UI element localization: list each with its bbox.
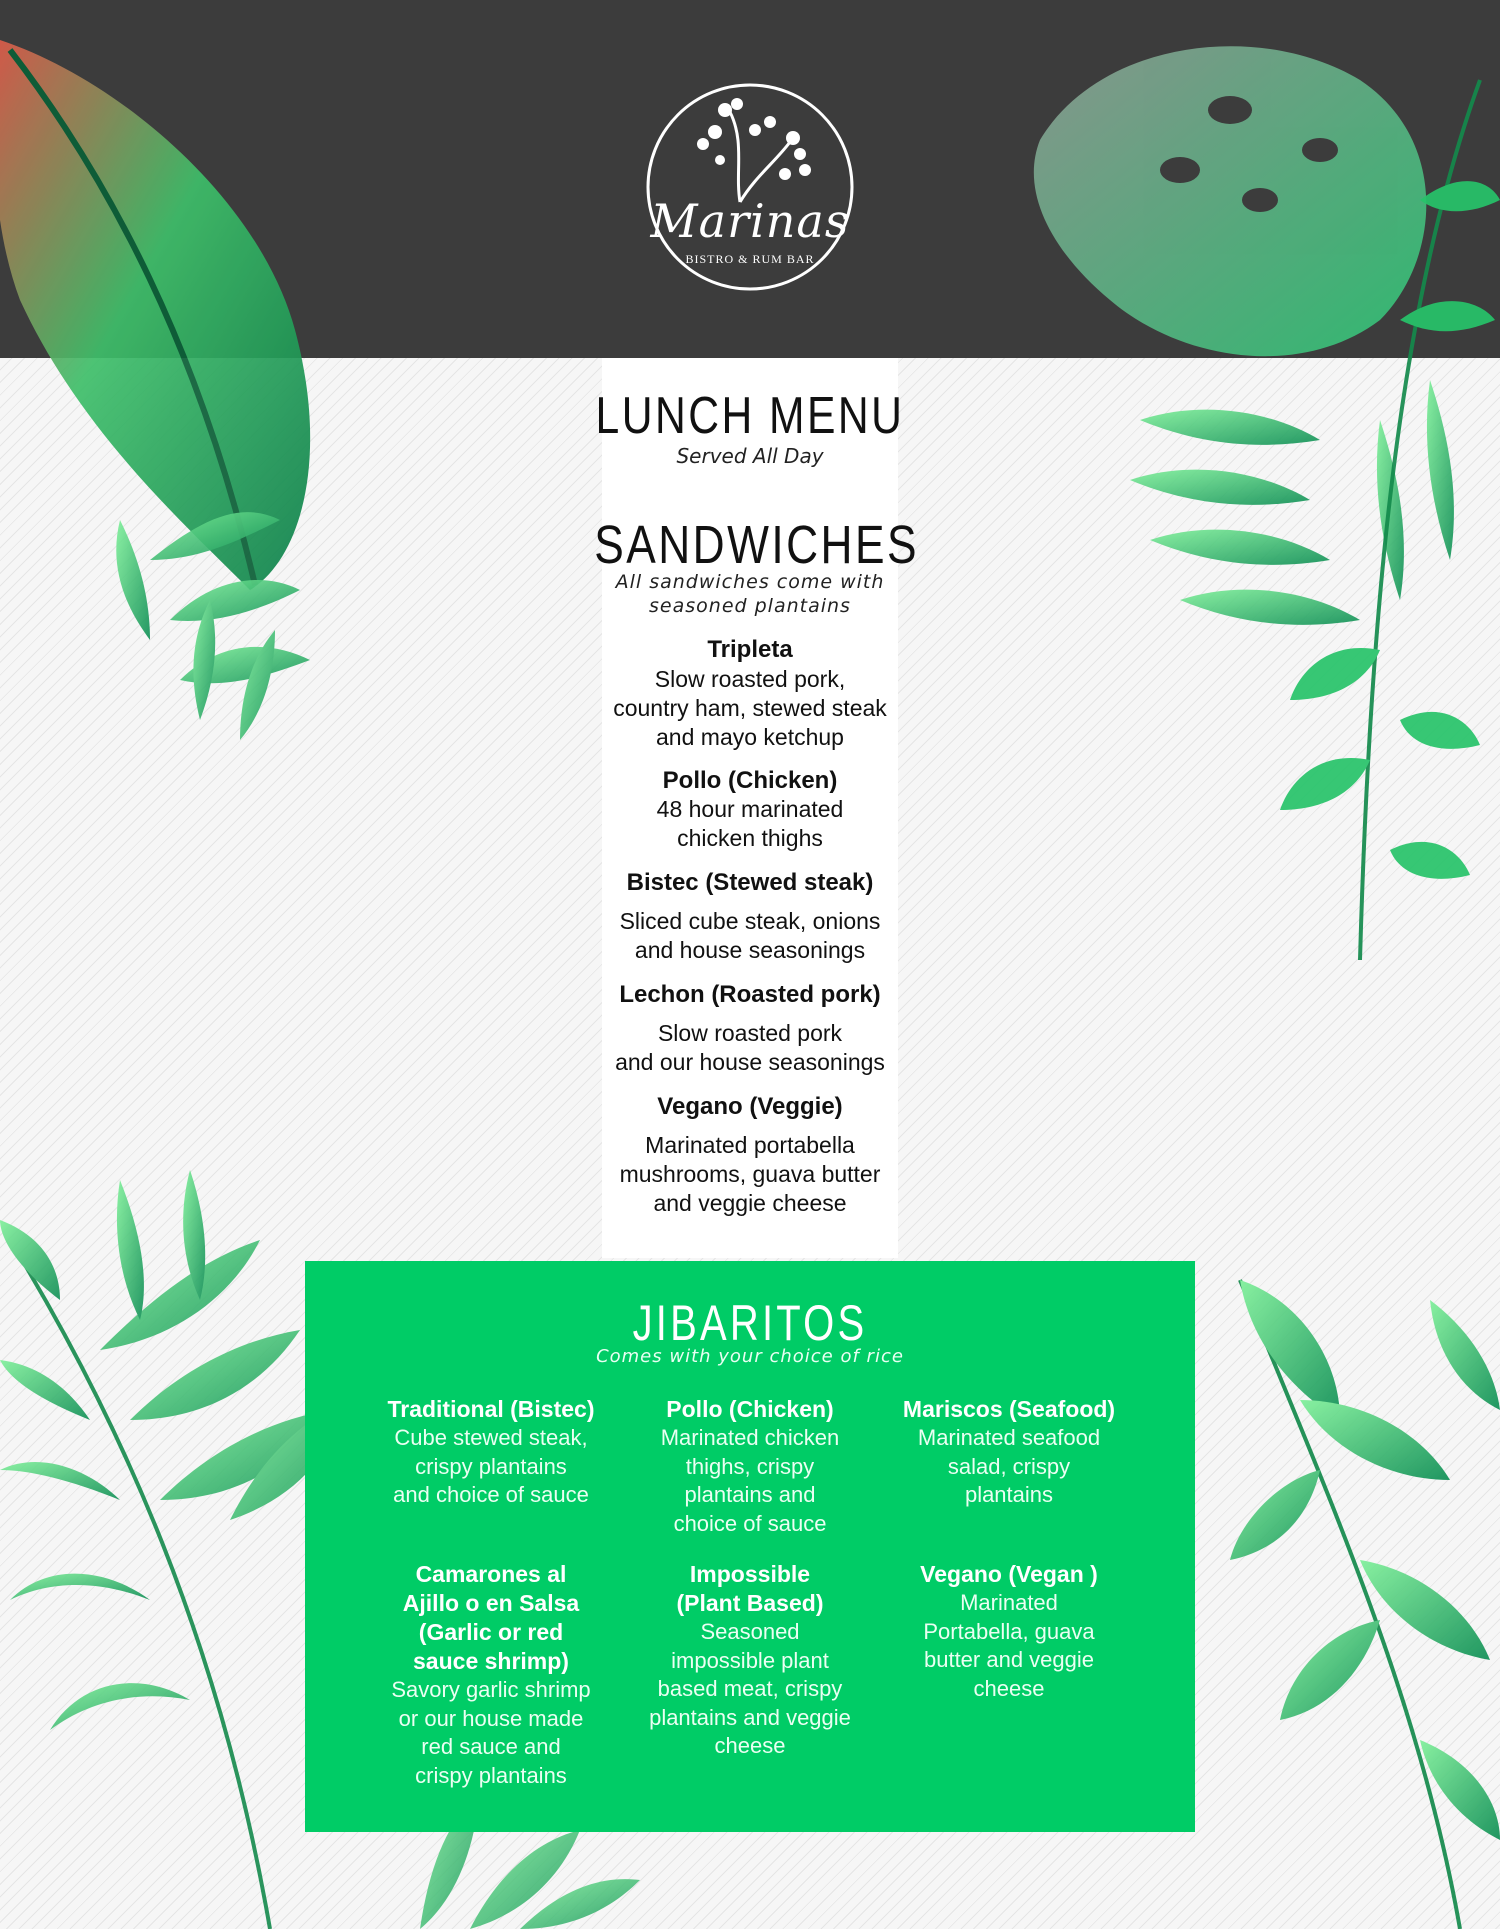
description-line: and veggie cheese <box>653 1190 847 1216</box>
name-line: Camarones al <box>415 1561 567 1587</box>
sandwich-name: Lechon (Roasted pork) <box>619 981 881 1008</box>
palm-frond-right-icon <box>1130 380 1454 625</box>
description-line: Marinated portabella <box>645 1132 855 1158</box>
jibarito-description <box>625 1618 875 1761</box>
lunch-menu-subtitle: Served All Day <box>676 444 824 468</box>
sandwich-name: Pollo (Chicken) <box>662 767 838 794</box>
description-line: chicken thighs <box>677 825 823 851</box>
description-line: Slow roasted pork, <box>654 666 846 692</box>
description-line: based meat, crispy <box>657 1676 843 1701</box>
restaurant-logo <box>645 82 855 292</box>
name-line: (Plant Based) <box>676 1590 824 1616</box>
jibarito-description <box>366 1424 616 1510</box>
description-line: plantains <box>964 1482 1054 1507</box>
description-line: Marinated chicken <box>660 1425 840 1450</box>
jibarito-item <box>884 1560 1134 1703</box>
sandwich-description <box>580 1019 920 1077</box>
jibarito-name <box>625 1560 875 1618</box>
description-line: and house seasonings <box>634 937 866 963</box>
description-line: Marinated <box>960 1590 1058 1615</box>
jibarito-item <box>625 1560 875 1761</box>
name-line: Ajillo o en Salsa <box>402 1590 580 1616</box>
lunch-menu-title: LUNCH MENU <box>595 387 905 445</box>
sandwiches-subtitle <box>590 570 910 618</box>
name-line: sauce shrimp) <box>413 1648 569 1674</box>
description-line: Seasoned <box>700 1619 800 1644</box>
jibarito-description <box>884 1424 1134 1510</box>
description-line: choice of sauce <box>673 1510 827 1536</box>
description-line: salad, crispy <box>947 1453 1071 1479</box>
description-line: and mayo ketchup <box>656 724 844 750</box>
name-line: Vegano (Vegan ) <box>920 1561 1098 1587</box>
sandwich-name: Vegano (Veggie) <box>657 1093 843 1120</box>
description-line: red sauce and <box>421 1734 561 1759</box>
description-line: 48 hour marinated <box>656 796 844 822</box>
name-line: (Garlic or red <box>418 1619 564 1645</box>
jibarito-item <box>366 1560 616 1790</box>
description-line: crispy plantains <box>415 1762 567 1788</box>
description-line: and our house seasonings <box>615 1049 885 1075</box>
sandwiches-title: SANDWICHES <box>594 515 919 575</box>
description-line: plantains and veggie <box>649 1704 851 1730</box>
jibarito-item <box>884 1395 1134 1510</box>
jibarito-description <box>884 1589 1134 1703</box>
sandwich-description <box>580 1131 920 1218</box>
description-line: or our house made <box>398 1705 584 1731</box>
description-line: Sliced cube steak, onions <box>619 908 881 934</box>
jibarito-name <box>884 1560 1134 1589</box>
jibarito-item <box>366 1395 616 1510</box>
description-line: Cube stewed steak, <box>394 1425 588 1450</box>
jibarito-name <box>366 1395 616 1424</box>
logo-subtitle: BISTRO & RUM BAR <box>685 252 815 266</box>
description-line: cheese <box>714 1733 786 1758</box>
description-line: and choice of sauce <box>393 1482 589 1507</box>
description-line: thighs, crispy <box>685 1453 815 1479</box>
name-line: Mariscos (Seafood) <box>902 1396 1116 1422</box>
jibaritos-subtitle: Comes with your choice of rice <box>596 1346 904 1367</box>
palm-frond-bottom-left-icon <box>0 1170 350 1929</box>
name-line: Traditional (Bistec) <box>387 1396 595 1422</box>
leaves-bottom-right-icon <box>1230 1280 1500 1929</box>
jibarito-name <box>884 1395 1134 1424</box>
description-line: Portabella, guava <box>923 1618 1095 1644</box>
name-line: Impossible <box>689 1561 811 1587</box>
sandwich-description <box>580 907 920 965</box>
sandwich-name: Tripleta <box>707 636 793 663</box>
jibaritos-title: JIBARITOS <box>632 1295 868 1351</box>
sandwich-description <box>580 795 920 853</box>
jibarito-description <box>625 1424 875 1538</box>
jibarito-description <box>366 1676 616 1790</box>
monstera-leaf-icon <box>1034 46 1426 356</box>
name-line: Pollo (Chicken) <box>666 1396 834 1422</box>
jibarito-name <box>625 1395 875 1424</box>
sandwich-name: Bistec (Stewed steak) <box>626 869 874 896</box>
description-line: cheese <box>973 1675 1045 1701</box>
description-line: country ham, stewed steak <box>613 695 887 721</box>
sandwiches-subtitle-line: All sandwiches come with <box>615 571 885 593</box>
jibarito-item <box>625 1395 875 1538</box>
description-line: Marinated seafood <box>917 1425 1101 1450</box>
sandwiches-subtitle-line: seasoned plantains <box>649 595 851 617</box>
description-line: plantains and <box>684 1482 816 1507</box>
description-line: crispy plantains <box>415 1453 567 1479</box>
description-line: impossible plant <box>671 1647 829 1673</box>
description-line: mushrooms, guava butter <box>619 1161 881 1187</box>
banana-leaf-icon <box>0 40 310 590</box>
description-line: Savory garlic shrimp <box>391 1677 591 1702</box>
description-line: Slow roasted pork <box>657 1020 843 1046</box>
logo-name: Marinas <box>650 194 850 248</box>
jibarito-name <box>366 1560 616 1676</box>
description-line: butter and veggie <box>923 1647 1095 1672</box>
sandwich-description <box>580 665 920 752</box>
